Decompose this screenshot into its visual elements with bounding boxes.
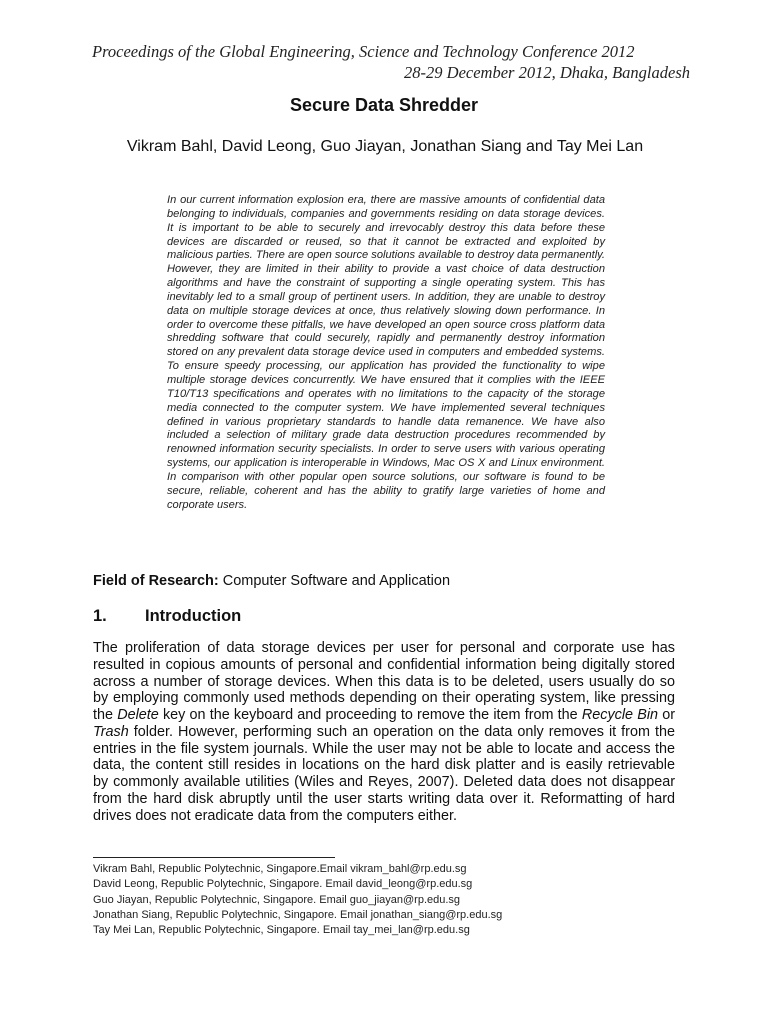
author-list: Vikram Bahl, David Leong, Guo Jiayan, Jonathan Siang and Tay Mei Lan <box>126 138 644 155</box>
footnote-item: Vikram Bahl, Republic Polytechnic, Singapore.Email vikram_bahl@rp.edu.sg <box>93 863 467 875</box>
section-number: 1. <box>93 607 107 625</box>
field-value: Computer Software and Application <box>222 573 451 589</box>
introduction-paragraph <box>93 640 675 824</box>
footnote-item: David Leong, Republic Polytechnic, Singapore. Email david_leong@rp.edu.sg <box>93 878 473 891</box>
footnote-item: Jonathan Siang, Republic Polytechnic, Singapore. Email jonathan_siang@rp.edu.sg <box>93 908 503 921</box>
emphasis-trash: Trash <box>93 723 129 740</box>
footnotes <box>93 862 693 938</box>
text-segment: or <box>658 707 675 723</box>
text-segment: The proliferation of data storage devices per user for personal and corporate use has resulted in copious amounts of personal and confidential information being digitally stored across a number of storage devices. When this data is to be deleted, users usually do so by employing commonly used methods depending on their operating system, like pressing the <box>93 640 675 723</box>
text-segment: key on the keyboard and proceeding to remove the item from the <box>158 707 582 723</box>
footnote-divider <box>93 857 335 858</box>
section-title: Introduction <box>145 607 242 625</box>
section-heading <box>93 607 241 626</box>
conference-header <box>60 41 690 83</box>
conference-date-location: 28-29 December 2012, Dhaka, Bangladesh <box>404 63 690 82</box>
text-segment: folder. However, performing such an operation on the data only removes it from the entries in the file system journals. While the user may not be able to locate and access the data, the content still resides in locations on the hard disk platter and is easily retrievable by commonly available utilities (Wiles and Reyes, 2007). Deleted data does not disappear from the hard disk abruptly until the user starts writing data over it. Reformatting of hard drives does not eradicate data from the computers either. <box>93 723 675 824</box>
emphasis-recycle-bin: Recycle Bin <box>581 707 659 723</box>
field-of-research <box>93 573 683 589</box>
abstract: In our current information explosion era, there are massive amounts of confidential data belonging to individuals, companies and governments residing on data storage devices. It is important to be able to securely and irrevocably destroy this data before these devices are discarded or reused, so that it cannot be extracted and exploited by malicious parties. There are open source solutions available to destroy data permanently. However, they are limited in their ability to provide a vast choice of data destruction algorithms and have the constraint of supporting a single operating system. This has inevitably led to a small group of pertinent users. In addition, they are unable to destroy data on multiple storage devices at once, thus relatively slowing down performance. In order to overcome these pitfalls, we have developed an open source cross platform data shredding software that could securely, rapidly and permanently destroy information stored on any prevalent data storage device used in computers and embedded systems. To ensure speedy processing, our application has provided the functionality to wipe multiple storage devices concurrently. We have ensured that it complies with the IEEE T10/T13 specifications and operates with no limitations to the capacity of the storage media connected to the computer system. We have implemented several techniques defined in various proprietary standards to handle data remanence. We have also included a selection of military grade data destruction procedures recommended by renowned information security specialists. In order to serve users with various operating systems, our application is interoperable in Windows, Mac OS X and Linux environment. In comparison with other popular open source solutions, our software is found to be secure, reliable, coherent and has the ability to gratify large varieties of home and corporate users. <box>167 194 605 511</box>
conference-name: Proceedings of the Global Engineering, Science and Technology Conference 2012 <box>92 42 635 61</box>
paper-title: Secure Data Shredder <box>289 95 479 115</box>
footnote-item: Tay Mei Lan, Republic Polytechnic, Singapore. Email tay_mei_lan@rp.edu.sg <box>93 924 470 937</box>
footnote-item: Guo Jiayan, Republic Polytechnic, Singapore. Email guo_jiayan@rp.edu.sg <box>93 893 461 906</box>
field-label: Field of Research: <box>93 573 219 589</box>
emphasis-delete: Delete <box>117 707 159 723</box>
